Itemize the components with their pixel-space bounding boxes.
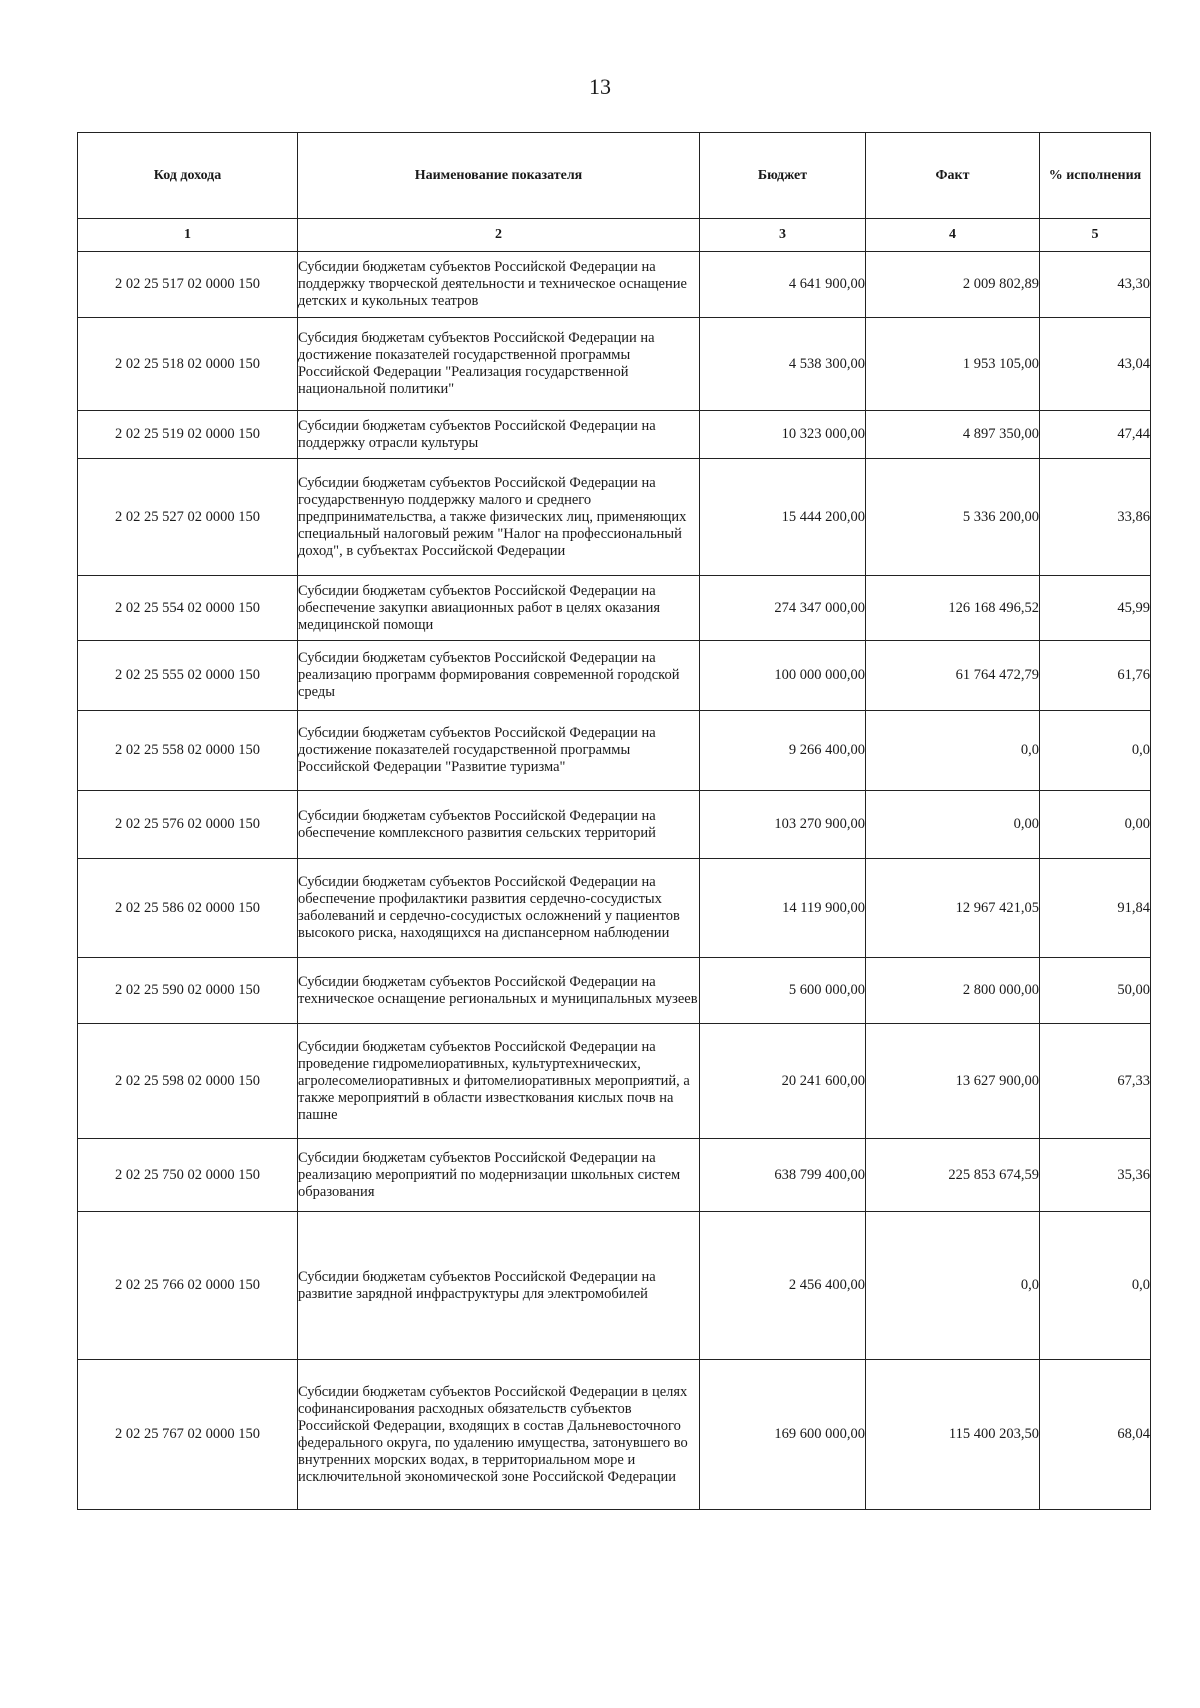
row-budget: 15 444 200,00: [700, 459, 866, 576]
column-number: 3: [700, 219, 866, 252]
row-fact: 2 800 000,00: [866, 958, 1040, 1024]
row-name: Субсидии бюджетам субъектов Российской Федерации на развитие зарядной инфраструктуры для электромобилей: [298, 1212, 700, 1360]
row-fact: 4 897 350,00: [866, 411, 1040, 459]
table-row: [78, 252, 1151, 318]
table-row: [78, 576, 1151, 641]
row-percent: 35,36: [1040, 1139, 1151, 1212]
column-number-row: [78, 219, 1151, 252]
row-code: 2 02 25 590 02 0000 150: [78, 958, 298, 1024]
row-percent: 47,44: [1040, 411, 1151, 459]
header-percent: % исполнения: [1040, 133, 1151, 219]
row-code: 2 02 25 519 02 0000 150: [78, 411, 298, 459]
header-name: Наименование показателя: [298, 133, 700, 219]
table-row: [78, 1360, 1151, 1510]
row-name: Субсидия бюджетам субъектов Российской Федерации на достижение показателей государственной программы Российской Федерации "Реализация государственной национальной политики": [298, 318, 700, 411]
row-percent: 33,86: [1040, 459, 1151, 576]
table-row: [78, 459, 1151, 576]
row-percent: 0,0: [1040, 1212, 1151, 1360]
row-percent: 0,0: [1040, 711, 1151, 791]
table-row: [78, 1024, 1151, 1139]
header-budget: Бюджет: [700, 133, 866, 219]
row-budget: 14 119 900,00: [700, 859, 866, 958]
row-fact: 5 336 200,00: [866, 459, 1040, 576]
row-percent: 0,00: [1040, 791, 1151, 859]
table-row: [78, 1212, 1151, 1360]
row-code: 2 02 25 766 02 0000 150: [78, 1212, 298, 1360]
row-percent: 67,33: [1040, 1024, 1151, 1139]
row-percent: 43,04: [1040, 318, 1151, 411]
table-row: [78, 791, 1151, 859]
row-budget: 9 266 400,00: [700, 711, 866, 791]
row-code: 2 02 25 750 02 0000 150: [78, 1139, 298, 1212]
row-percent: 61,76: [1040, 641, 1151, 711]
row-fact: 0,00: [866, 791, 1040, 859]
row-fact: 0,0: [866, 1212, 1040, 1360]
row-fact: 1 953 105,00: [866, 318, 1040, 411]
row-budget: 169 600 000,00: [700, 1360, 866, 1510]
row-fact: 2 009 802,89: [866, 252, 1040, 318]
header-code: Код дохода: [78, 133, 298, 219]
row-budget: 100 000 000,00: [700, 641, 866, 711]
row-code: 2 02 25 527 02 0000 150: [78, 459, 298, 576]
column-number: 1: [78, 219, 298, 252]
page-number: 13: [589, 74, 611, 99]
row-code: 2 02 25 586 02 0000 150: [78, 859, 298, 958]
table-row: [78, 958, 1151, 1024]
row-name: Субсидии бюджетам субъектов Российской Федерации на обеспечение комплексного развития сельских территорий: [298, 791, 700, 859]
row-percent: 43,30: [1040, 252, 1151, 318]
row-code: 2 02 25 576 02 0000 150: [78, 791, 298, 859]
row-name: Субсидии бюджетам субъектов Российской Федерации на реализацию программ формирования современной городской среды: [298, 641, 700, 711]
row-name: Субсидии бюджетам субъектов Российской Федерации на достижение показателей государственной программы Российской Федерации "Развитие туризма": [298, 711, 700, 791]
row-percent: 91,84: [1040, 859, 1151, 958]
row-code: 2 02 25 767 02 0000 150: [78, 1360, 298, 1510]
row-percent: 45,99: [1040, 576, 1151, 641]
row-fact: 115 400 203,50: [866, 1360, 1040, 1510]
row-name: Субсидии бюджетам субъектов Российской Федерации на поддержку творческой деятельности и техническое оснащение детских и кукольных театров: [298, 252, 700, 318]
row-name: Субсидии бюджетам субъектов Российской Федерации на государственную поддержку малого и среднего предпринимательства, а также физических лиц, применяющих специальный налоговый режим "Налог на профессиональный доход", в субъектах Российской Федерации: [298, 459, 700, 576]
row-name: Субсидии бюджетам субъектов Российской Федерации на обеспечение закупки авиационных работ в целях оказания медицинской помощи: [298, 576, 700, 641]
row-budget: 10 323 000,00: [700, 411, 866, 459]
row-code: 2 02 25 517 02 0000 150: [78, 252, 298, 318]
row-budget: 5 600 000,00: [700, 958, 866, 1024]
table-row: [78, 641, 1151, 711]
column-number: 2: [298, 219, 700, 252]
row-name: Субсидии бюджетам субъектов Российской Федерации на поддержку отрасли культуры: [298, 411, 700, 459]
table-row: [78, 411, 1151, 459]
header-row: [78, 133, 1151, 219]
row-name: Субсидии бюджетам субъектов Российской Федерации в целях софинансирования расходных обязательств субъектов Российской Федерации, входящих в состав Дальневосточного федерального округа, по удалению имущества, затонувшего во внутренних морских водах, в территориальном море и исключительной экономической зоне Российской Федерации: [298, 1360, 700, 1510]
column-number: 5: [1040, 219, 1151, 252]
row-budget: 20 241 600,00: [700, 1024, 866, 1139]
table-row: [78, 711, 1151, 791]
row-name: Субсидии бюджетам субъектов Российской Федерации на реализацию мероприятий по модернизации школьных систем образования: [298, 1139, 700, 1212]
row-fact: 225 853 674,59: [866, 1139, 1040, 1212]
row-code: 2 02 25 558 02 0000 150: [78, 711, 298, 791]
row-code: 2 02 25 555 02 0000 150: [78, 641, 298, 711]
row-budget: 2 456 400,00: [700, 1212, 866, 1360]
row-name: Субсидии бюджетам субъектов Российской Федерации на обеспечение профилактики развития сердечно-сосудистых заболеваний и сердечно-сосудистых осложнений у пациентов высокого риска, находящихся на диспансерном наблюдении: [298, 859, 700, 958]
column-number: 4: [866, 219, 1040, 252]
row-budget: 4 641 900,00: [700, 252, 866, 318]
row-budget: 638 799 400,00: [700, 1139, 866, 1212]
row-percent: 68,04: [1040, 1360, 1151, 1510]
revenue-table: [77, 132, 1151, 1510]
table-row: [78, 1139, 1151, 1212]
row-fact: 0,0: [866, 711, 1040, 791]
table-row: [78, 859, 1151, 958]
row-code: 2 02 25 518 02 0000 150: [78, 318, 298, 411]
row-code: 2 02 25 598 02 0000 150: [78, 1024, 298, 1139]
row-code: 2 02 25 554 02 0000 150: [78, 576, 298, 641]
row-budget: 4 538 300,00: [700, 318, 866, 411]
table-row: [78, 318, 1151, 411]
row-percent: 50,00: [1040, 958, 1151, 1024]
row-budget: 103 270 900,00: [700, 791, 866, 859]
header-fact: Факт: [866, 133, 1040, 219]
row-name: Субсидии бюджетам субъектов Российской Федерации на техническое оснащение региональных и муниципальных музеев: [298, 958, 700, 1024]
row-budget: 274 347 000,00: [700, 576, 866, 641]
row-fact: 13 627 900,00: [866, 1024, 1040, 1139]
row-fact: 126 168 496,52: [866, 576, 1040, 641]
row-fact: 61 764 472,79: [866, 641, 1040, 711]
row-name: Субсидии бюджетам субъектов Российской Федерации на проведение гидромелиоративных, культуртехнических, агролесомелиоративных и фитомелиоративных мероприятий, а также мероприятий в области известкования кислых почв на пашне: [298, 1024, 700, 1139]
row-fact: 12 967 421,05: [866, 859, 1040, 958]
